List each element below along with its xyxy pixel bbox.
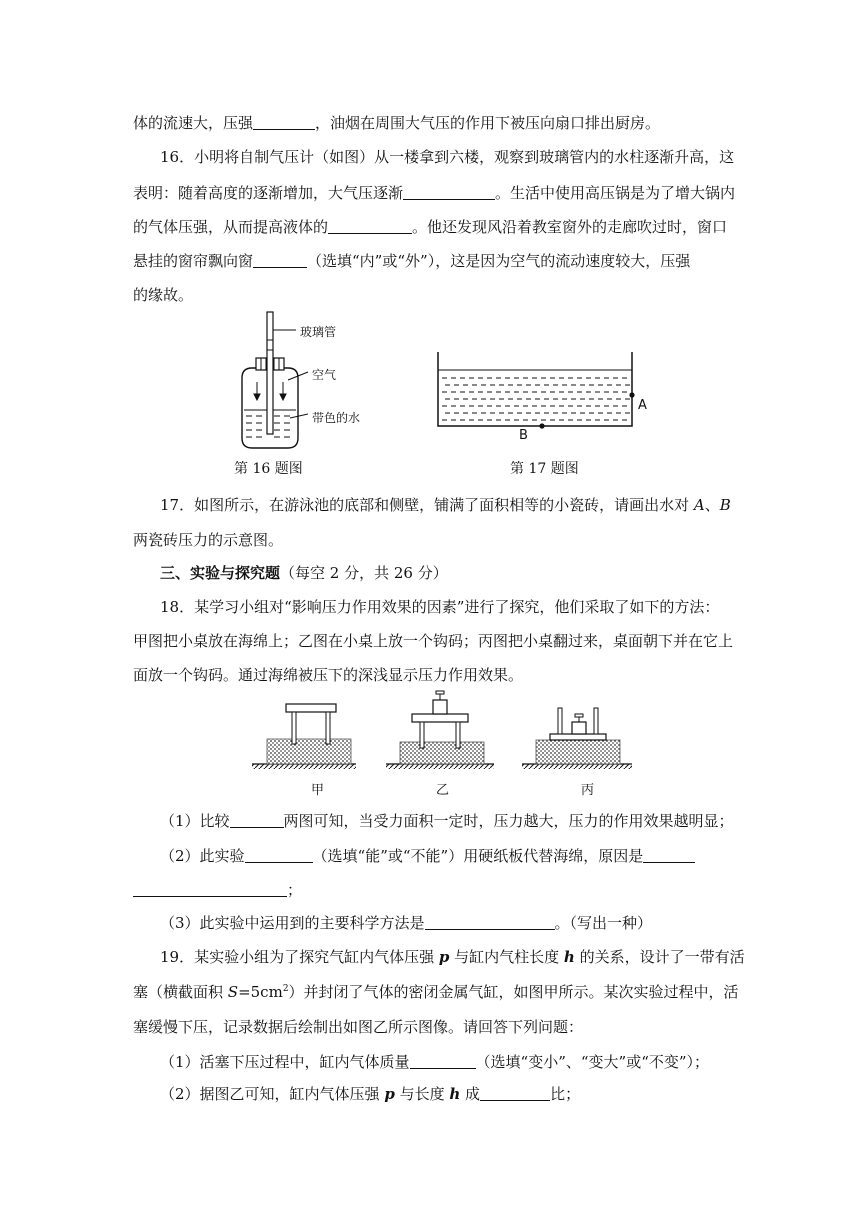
q17-line1 <box>160 498 731 513</box>
text: ，油烟在周围大气压的作用下被压向扇口排出厨房。 <box>315 114 661 132</box>
superscript: 2 <box>282 984 289 994</box>
var-p: p <box>438 948 450 966</box>
q18-line2: 甲图把小桌放在海绵上；乙图在小桌上放一个钩码；丙图把小桌翻过来，桌面朝下并在它上 <box>133 632 734 650</box>
text: 表明：随着高度的逐渐增加，大气压逐渐 <box>133 184 404 202</box>
q17-line2: 两瓷砖压力的示意图。 <box>133 531 284 549</box>
answer-blank[interactable] <box>245 848 313 863</box>
q18-sub1 <box>160 813 734 829</box>
text: （3）此实验中运用到的主要科学方法是 <box>160 914 425 932</box>
fig17-label-b: B <box>519 428 528 443</box>
text: 两图可知，当受力面积一定时，压力越大，压力的作用效果越明显； <box>283 812 734 830</box>
q18-line3: 面放一个钩码。通过海绵被压下的深浅显示压力作用效果。 <box>133 666 524 684</box>
q15-tail <box>133 115 660 131</box>
q19-line2 <box>133 985 739 1000</box>
q19-line1 <box>160 950 745 965</box>
text: 、 <box>704 496 720 514</box>
fig16-caption: 第 16 题图 <box>234 461 303 477</box>
text: ）并封闭了气体的密闭金属气缸，如图甲所示。某次实验过程中，活 <box>288 983 739 1001</box>
q16-line5: 的缘故。 <box>133 286 194 304</box>
text: 塞（横截面积 <box>133 983 228 1001</box>
fig16-label-tube: 玻璃管 <box>300 325 337 339</box>
var-b: B <box>719 496 731 514</box>
var-h: h <box>563 948 575 966</box>
fig-bing <box>522 708 632 769</box>
text: 与缸内气柱长度 <box>449 948 564 966</box>
q16-line1: 16．小明将自制气压计（如图）从一楼拿到六楼，观察到玻璃管内的水柱逐渐升高，这 <box>160 148 735 166</box>
fig-yi <box>386 691 494 769</box>
var-p: p <box>384 1085 395 1103</box>
text: =5cm <box>238 983 283 1001</box>
answer-blank[interactable] <box>133 882 287 897</box>
fig16-label-water: 带色的水 <box>312 411 361 425</box>
answer-blank[interactable] <box>410 1054 476 1069</box>
q18-sub2-cont <box>133 882 302 898</box>
q18-sub3 <box>160 915 652 931</box>
text: （1）比较 <box>160 812 230 830</box>
var-s: S <box>227 983 239 1001</box>
text: （选填“变小”、“变大”或“不变”）； <box>475 1053 710 1071</box>
text: （2）此实验 <box>160 847 245 865</box>
var-h: h <box>449 1085 461 1103</box>
text: （选填“能”或“不能”）用硬纸板代替海绵，原因是 <box>312 847 644 865</box>
text: 17．如图所示，在游泳池的底部和侧壁，铺满了面积相等的小瓷砖，请画出水对 <box>160 496 694 514</box>
q18-line1: 18．某学习小组对“影响压力作用效果的因素”进行了探究，他们采取了如下的方法： <box>160 598 720 616</box>
text: 19．某实验小组为了探究气缸内气体压强 <box>160 948 439 966</box>
answer-blank[interactable] <box>425 915 555 930</box>
section-title: 三、实验与探究题 <box>160 564 281 582</box>
section-note: （每空 2 分，共 26 分） <box>280 564 448 582</box>
fig16-label-air: 空气 <box>312 368 337 382</box>
text: ； <box>287 881 303 899</box>
text: （选填“内”或“外”），这是因为空气的流动速度较大，压强 <box>307 252 691 270</box>
text: 悬挂的窗帘飘向窗 <box>133 252 254 270</box>
q16-line4 <box>133 253 690 269</box>
text: 体的流速大，压强 <box>133 114 254 132</box>
text: 与长度 <box>394 1085 450 1103</box>
fig18-label-jia: 甲 <box>311 783 325 798</box>
answer-blank[interactable] <box>328 219 412 234</box>
text: 的气体压强，从而提高液体的 <box>133 218 329 236</box>
point-a-dot <box>629 392 634 397</box>
answer-blank[interactable] <box>230 813 284 828</box>
q16-line3 <box>133 219 727 235</box>
q19-sub2 <box>160 1086 580 1102</box>
text: 的关系，设计了一带有活 <box>574 948 745 966</box>
q19-line3: 塞缓慢下压，记录数据后绘制出如图乙所示图像。请回答下列问题： <box>133 1018 584 1036</box>
fig17-label-a: A <box>638 398 647 413</box>
q19-sub1 <box>160 1054 709 1070</box>
fig17-pool <box>432 348 652 444</box>
section-3-heading <box>160 566 448 581</box>
fig17-caption: 第 17 题图 <box>510 461 579 477</box>
text: （2）据图乙可知，缸内气体压强 <box>160 1085 385 1103</box>
point-b-dot <box>539 423 544 428</box>
text: 。生活中使用高压锅是为了增大锅内 <box>495 184 736 202</box>
answer-blank[interactable] <box>480 1086 550 1101</box>
fig-jia <box>252 704 356 769</box>
q16-line2 <box>133 185 735 201</box>
answer-blank[interactable] <box>253 115 315 130</box>
fig18-sponge-experiments <box>250 688 640 774</box>
text: 比； <box>550 1085 581 1103</box>
fig18-label-bing: 丙 <box>581 783 595 798</box>
text: （1）活塞下压过程中，缸内气体质量 <box>160 1053 410 1071</box>
answer-blank[interactable] <box>403 185 495 200</box>
fig18-label-yi: 乙 <box>436 783 450 798</box>
q18-sub2 <box>160 848 695 864</box>
var-a: A <box>693 496 705 514</box>
answer-blank[interactable] <box>253 253 307 268</box>
text: 。（写出一种） <box>554 914 653 932</box>
text: 。他还发现风沿着教室窗外的走廊吹过时，窗口 <box>412 218 728 236</box>
answer-blank[interactable] <box>643 848 695 863</box>
text: 成 <box>460 1085 481 1103</box>
